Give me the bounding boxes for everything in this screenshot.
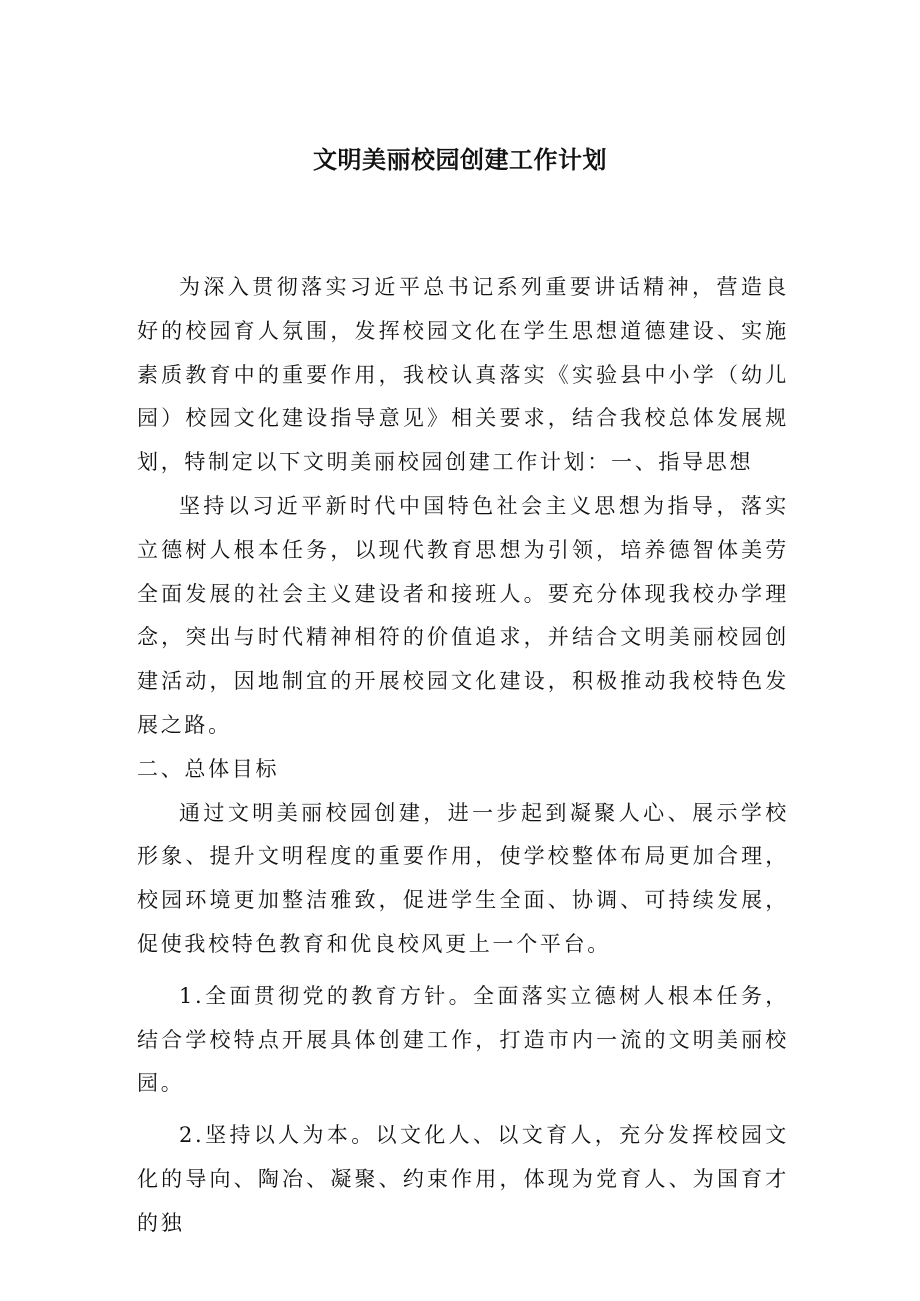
document-body <box>137 266 789 1246</box>
numbered-item-2: 2.坚持以人为本。以文化人、以文育人，充分发挥校园文化的导向、陶冶、凝聚、约束作用，体现为党育人、为国育才的独 <box>137 1123 789 1235</box>
guiding-thought-paragraph: 坚持以习近平新时代中国特色社会主义思想为指导，落实立德树人根本任务，以现代教育思想为引领，培养德智体美劳全面发展的社会主义建设者和接班人。要充分体现我校办学理念，突出与时代精神相符的价值追求，并结合文明美丽校园创建活动，因地制宜的开展校园文化建设，积极推动我校特色发展之路。 <box>137 493 789 737</box>
numbered-item-1: 1.全面贯彻党的教育方针。全面落实立德树人根本任务，结合学校特点开展具体创建工作，打造市内一流的文明美丽校园。 <box>137 983 789 1096</box>
intro-paragraph: 为深入贯彻落实习近平总书记系列重要讲话精神，营造良好的校园育人氛围，发挥校园文化在学生思想道德建设、实施素质教育中的重要作用，我校认真落实《实验县中小学（幼儿园）校园文化建设指导意见》相关要求，结合我校总体发展规划，特制定以下文明美丽校园创建工作计划：一、指导思想 <box>137 275 789 475</box>
document-title: 文明美丽校园创建工作计划 <box>313 146 607 174</box>
section-heading-overall-goals: 二、总体目标 <box>137 756 280 781</box>
overall-goals-paragraph: 通过文明美丽校园创建，进一步起到凝聚人心、展示学校形象、提升文明程度的重要作用，使学校整体布局更加合理，校园环境更加整洁雅致，促进学生全面、协调、可持续发展，促使我校特色教育和优良校风更上一个平台。 <box>137 800 789 956</box>
